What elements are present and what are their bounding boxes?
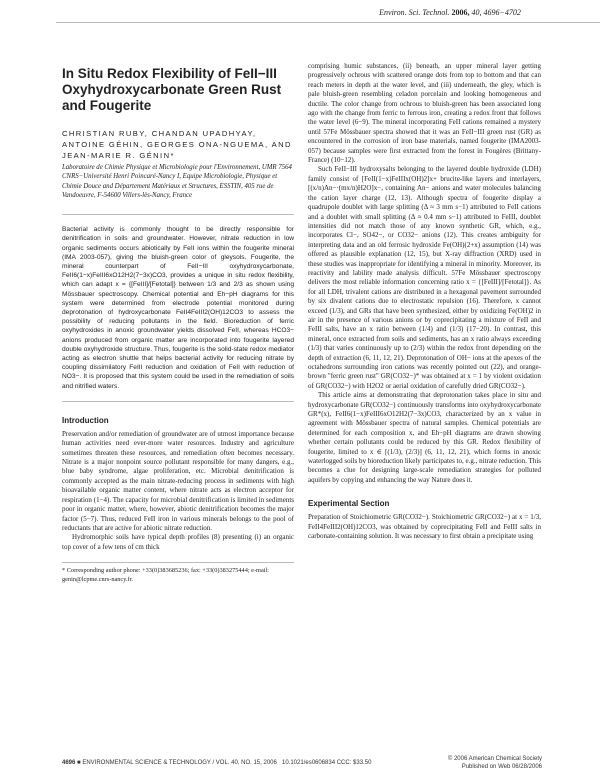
footer-left	[62, 760, 277, 766]
journal-volume: 40,	[471, 8, 482, 17]
footer-doi: 10.1021/es0606834 CCC: $33.50	[282, 760, 372, 766]
published-date: Published on Web 06/28/2006	[461, 763, 542, 770]
footer-right	[448, 756, 542, 771]
journal-name: Environ. Sci. Technol.	[379, 8, 450, 17]
body-paragraph-2: Such FeII−III hydroxysalts belonging to the layered double hydroxide (LDH) family consist of [FeII(1−x)FeIIIx(OH)2]x+ brucite-like layers and interlayers, [(x/n)An−·(mx/n)H2O]x−, containing An− anions and water molecules balancing the cation layer charge (12, 13). Although spectra of fougerite display a quadrupole doublet with large splitting (Δ ≈ 3 mm s−1) attributed to FeII cations and a doublet with small splitting (Δ ≈ 0.4 mm s−1) attributed to FeIII, doublet intensities did not match those of any known synthetic GR, which, e.g., incorporates Cl−, SO42−, or CO32− anions (12). This creates ambiguity for interpreting data and an old ferrosic hydroxide Fe(OH)(2+x) assumption (14) was offered as plausible explanation (12, 15), but X-ray diffraction (XRD) used in these studies was inappropriate for identifying a mineral in minority. Moreover, its reactivity and lability made analysis difficult. 57Fe Mössbauer spectroscopy delivers the most reliable information concerning ratio x = {[FeIII]/[Fetotal]}. As for all LDH, trivalent cations are distributed in a hexagonal pavement surrounded by six divalent cations due to electrostatic repulsion (16). Therefore, x cannot exceed (1/3), and GRs that have been synthesized, either by oxidizing Fe(OH)2 in air in the presence of various anions or by coprecipitating a mixture of FeII and FeIII salts, have an x ratio between (1/4) and (1/3) (17−20). In contrast, this mineral, once extracted from soils and sediments, has an x ratio always exceeding (1/3) that varies continuously up to (2/3) within the redox front depending on the depth of extraction (6, 11, 12, 21). Deprotonation of OH− ions at the apexes of the octahedrons surrounding iron cations was recently pointed out (22), and orange-brown "ferric green rust" GR(CO32−)* was obtained at x = 1 by violent oxidation of GR(CO32−) with H2O2 or aerial oxidation of carefully dried GR(CO32−).	[308, 165, 541, 390]
running-header	[300, 8, 600, 17]
experimental-paragraph-1: Preparation of Stoichiometric GR(CO32−). Stoichiometric GR(CO32−) at x = 1/3, FeII4FeIII2(OH)12CO3, was obtained by coprecipitating FeII and FeIII salts in carbonate-containing solution. It was necessary to first obtain a precipitate using	[308, 513, 541, 541]
header-rule	[56, 22, 600, 23]
body-paragraph-1: comprising humic substances, (ii) beneath, an upper mineral layer getting progressively ochrous with scattered orange dots from top to bottom and that can reach meters in depth at the water level, and (iii) underneath, the gley, which is pale bluish-green resembling celadon porcelain and looking homogeneous and ductile. The color change from ochrous to bluish-green has been associated long ago with the change from ferric to ferrous iron, creating a redox front that follows the water level (6−9). The mineral incorporating FeII cations remained a mystery until 57Fe Mössbauer spectra showed that it was an FeII−III green rust (GR) as encountered in the corrosion of iron base materials, named fougerite (IMA2003-057) because samples were first extracted from the forest in Fougères (Brittany-France) (10−12).	[308, 62, 541, 165]
page-number: 4696	[62, 760, 76, 766]
right-column	[308, 62, 541, 542]
footer-journal: ■ ENVIRONMENTAL SCIENCE & TECHNOLOGY / VOL. 40, NO. 15, 2006	[77, 760, 277, 766]
experimental-heading: Experimental Section	[308, 499, 390, 509]
left-column	[62, 56, 294, 584]
journal-year: 2006,	[451, 8, 470, 17]
author-list: CHRISTIAN RUBY, CHANDAN UPADHYAY, ANTOINE GÉHIN, GEORGES ONA-NGUEMA, AND JEAN-MARIE R. GÉNIN*	[62, 129, 292, 160]
journal-pages: 4696−4702	[483, 8, 521, 17]
corresponding-author-footnote: * Corresponding author phone: +33(0)383685236; fax: +33(0)383275444; e-mail: genin@lcpme.cnrs-nancy.fr.	[62, 562, 294, 584]
affiliation: Laboratoire de Chimie Physique et Microbiologie pour l'Environnement, UMR 7564 CNRS−Université Henri Poincaré-Nancy I, Equipe Microbiologie, Physique et Chimie Douce and Département Matériaux et Structures, ESSTIN, 405 rue de Vandoeuvre, F-54600 Villers-lès-Nancy, France	[62, 164, 292, 199]
intro-paragraph-1: Preservation and/or remediation of groundwater are of utmost importance because human activities need ever-more water resources. Industry and agriculture sometimes threaten these resources, and remediation often becomes necessary. Nitrate is a major nonpoint source pollutant responsible for many dangers, e.g., blue baby syndrome, algae proliferation, etc. Microbial denitrification is commonly accepted as the main nitrate-reducing process in sediments with high bioavailable organic matter content, where nitrate acts as electron acceptor for respiration (1−4). The capacity for microbial denitrification is limited in sediments poor in organic matter, where, however, abiotic denitrification becomes the major factor (5−7). Thus, reduced FeII iron in various minerals belongs to the pool of reductants that are active for abiotic nitrate reduction.	[62, 429, 294, 532]
intro-paragraph-2: Hydromorphic soils have typical depth profiles (8) presenting (i) an organic top cover of a few tens of cm thick	[62, 533, 294, 551]
copyright: © 2006 American Chemical Society	[447, 756, 542, 762]
intro-heading: Introduction	[62, 415, 109, 425]
abstract: Bacterial activity is commonly thought to be directly responsible for denitrification in soils and groundwater. However, nitrate reduction in low organic sediments occurs abiotically by FeII ions within the fougerite mineral (IMA 2003-057), giving the bluish-green color of gleysols. Fougerite, the mineral counterpart of FeII−III oxyhydroxycarbonate, FeII6(1−x)FeIII6xO12H2(7−3x)CO3, provides a unique in situ redox flexibility, which can adapt x = {[FeIII]/[Fetotal]} between 1/3 and 2/3 as shown using Mössbauer spectroscopy. Chemical potential and Eh−pH diagrams for this system were determined from electrode potential monitored during deprotonation of hydroxycarbonate FeII4FeIII2(OH)12CO3 to assess the possibility of reducing pollutants in the field. Bioreduction of ferric oxyhydroxides in anoxic groundwater yields dissolved FeII, whereas HCO3− anions produced from organic matter are incorporated into fougerite layered double oxyhydroxide structure. Thus, fougerite is the solid-state redox mediator acting as electron shuttle that helps bacterial activity for reducing nitrate by coupling dissimilatory FeIII reduction and oxidation of FeII with reduction of NO3−. It is proposed that this system could be used in the remediation of soils and nitrified waters.	[62, 214, 294, 402]
body-paragraph-3: This article aims at demonstrating that deprotonation takes place in situ and hydroxycarbonate GR(CO32−) continuously transforms into oxyhydroxycarbonate GR*(x), FeII6(1−x)FeIII6xO12H2(7−3x)CO3, characterized by an x value in agreement with Mössbauer spectra of natural samples. Chemical potentials are determined for each composition x, and Eh−pH diagrams are drawn showing whether certain pollutants could be reduced by this GR. Redox flexibility of fougerite, limited to x ∈ [(1/3), (2/3)] (6, 11, 12, 21), which forms in anoxic waterlogged soils by bioreduction likely participates to, e.g., nitrate reduction. This becomes a clue for designing large-scale remediation strategies for polluted aquifers by copying and enhancing the way Nature does it.	[308, 391, 541, 484]
article-title: In Situ Redox Flexibility of FeII−III Oxyhydroxycarbonate Green Rust and Fougerite	[62, 66, 282, 113]
